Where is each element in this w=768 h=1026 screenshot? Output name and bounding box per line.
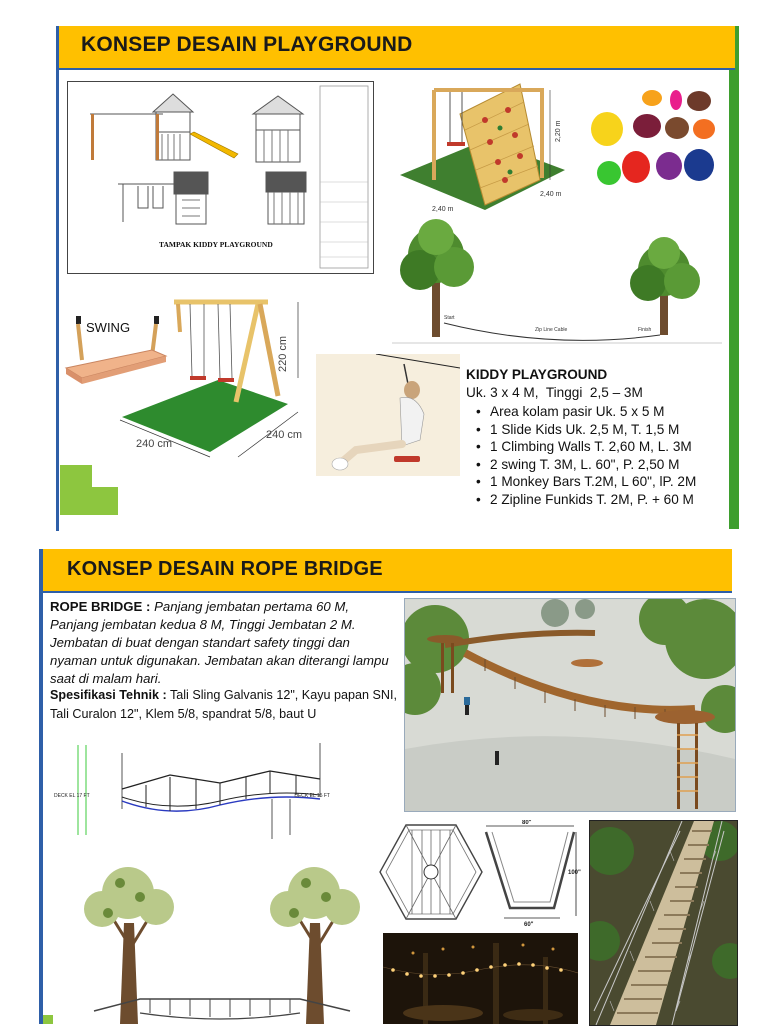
bridge-section-drawing — [484, 820, 584, 930]
rope-bridge-photo — [589, 820, 738, 1026]
rope-bridge-render — [404, 598, 736, 812]
swing-label: SWING — [86, 320, 131, 335]
rope-bridge-section — [0, 545, 768, 1024]
kiddy-spec-item: • 1 Slide Kids Uk. 2,5 M, T. 1,5 M — [476, 421, 696, 439]
swing-width-label: 240 cm — [136, 438, 173, 450]
kiddy-spec-item: • 1 Climbing Walls T. 2,60 M, L. 3M — [476, 438, 696, 456]
zipline-illustration — [392, 215, 722, 365]
swing-height-label: 220 cm — [277, 335, 289, 372]
climbing-wall-illustration — [390, 80, 580, 215]
playground-title: KONSEP DESAIN PLAYGROUND — [81, 33, 413, 56]
hexagon-platform-drawing — [378, 823, 484, 921]
deck-right-label: DECK EL 15 FT — [294, 793, 330, 799]
zipline-start-label: Start — [444, 315, 455, 321]
kiddy-spec-item: • 2 swing T. 3M, L. 60", P. 2,50 M — [476, 456, 696, 474]
dim-top-label: 80" — [522, 820, 532, 826]
bridge-elevation-drawing — [50, 735, 335, 845]
climbing-holds-photo — [587, 81, 720, 196]
kiddy-spec-item: • 1 Monkey Bars T.2M, L 60", lP. 2M — [476, 473, 696, 491]
climb-depth-label: 2,40 m — [540, 191, 562, 198]
climb-height-label: 2,20 m — [555, 120, 562, 142]
kiddy-size-line: Uk. 3 x 4 M, Tinggi 2,5 – 3M — [466, 385, 643, 400]
deck-left-label: DECK EL 17 FT — [54, 793, 90, 799]
rope-bridge-description — [50, 598, 400, 688]
kiddy-heading: KIDDY PLAYGROUND — [466, 367, 608, 382]
spec-text: Tali Sling Galvanis 12", Kayu papan SNI, Tali Curalon 12", Klem 5/8, spandrat 5/8, baut U — [50, 688, 398, 721]
spec-heading: Spesifikasi Tehnik : — [50, 688, 167, 702]
rope-bridge-title-bar — [43, 549, 732, 593]
trees-bridge-illustration — [50, 853, 375, 1024]
monkey-bar-photo — [316, 354, 460, 476]
dim-bottom-label: 60" — [524, 922, 534, 928]
dim-side-label: 100" — [568, 870, 581, 876]
kiddy-spec-item: • 2 Zipline Funkids T. 2M, P. + 60 M — [476, 491, 696, 509]
rope-bridge-heading: ROPE BRIDGE : — [50, 599, 151, 614]
kiddy-specs-list — [476, 403, 696, 509]
rope-bridge-desc: Panjang jembatan pertama 60 M, Panjang jembatan kedua 8 M, Tinggi Jembatan 2 M. Jembatan di buat dengan standart safety tinggi dan nyaman untuk digunakan. Jembatan akan diterangi lampu saat di malam hari. — [50, 599, 389, 686]
zipline-cable-label: Zip Line Cable — [535, 327, 568, 333]
spec-block — [50, 686, 400, 724]
kiddy-drawing-sheet — [67, 81, 374, 274]
swing-depth-label: 240 cm — [266, 429, 303, 441]
green-corner-block — [60, 465, 118, 515]
climb-width-label: 2,40 m — [432, 206, 454, 213]
playground-title-bar — [59, 26, 735, 70]
rope-bridge-title: KONSEP DESAIN ROPE BRIDGE — [67, 558, 383, 580]
zipline-finish-label: Finish — [638, 327, 652, 333]
left-blue-rule — [56, 26, 59, 531]
left-blue-rule-2 — [39, 549, 43, 1024]
drawing-caption: TAMPAK KIDDY PLAYGROUND — [159, 240, 273, 249]
kiddy-spec-item: • Area kolam pasir Uk. 5 x 5 M — [476, 403, 696, 421]
right-green-rule — [729, 26, 739, 529]
green-corner-mark — [43, 1015, 53, 1024]
night-lights-photo — [383, 933, 578, 1024]
